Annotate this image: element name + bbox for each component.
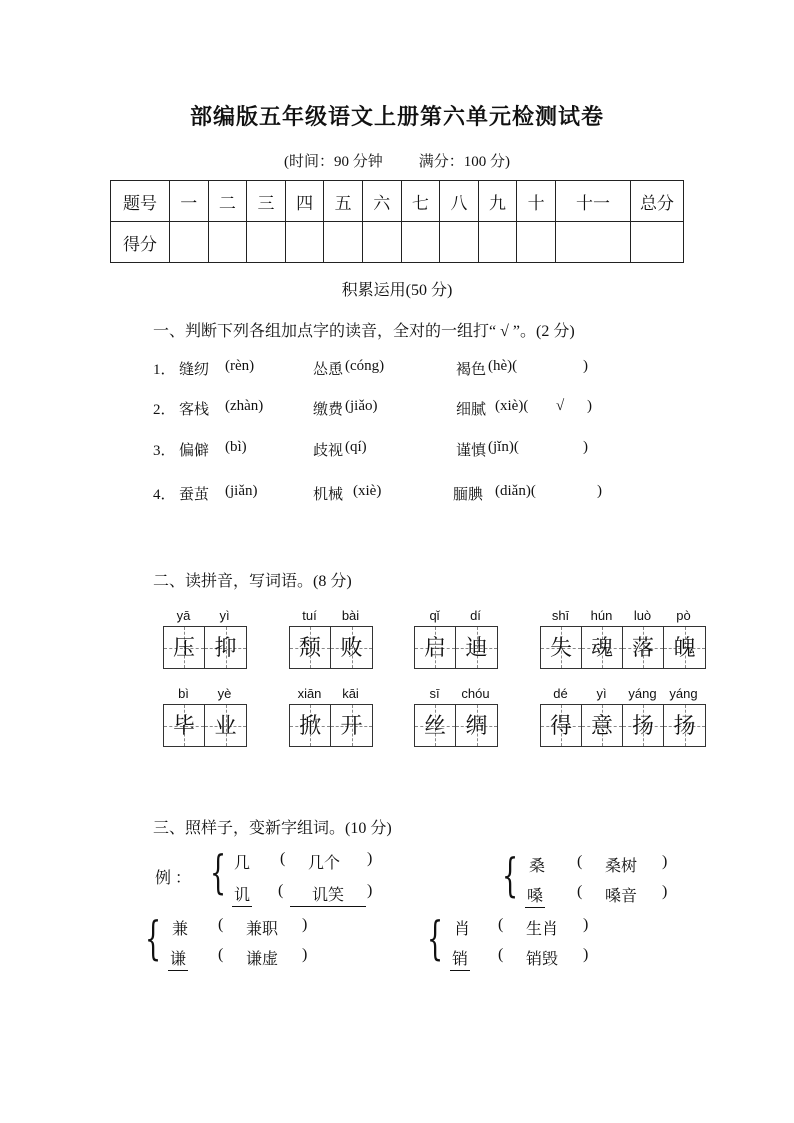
q1-pinyin-c: (jǐn)( bbox=[488, 439, 519, 455]
bottom-char: 嗓 bbox=[525, 883, 545, 908]
q1-pinyin-b: (xiè) bbox=[353, 483, 382, 499]
brace-icon: { bbox=[427, 911, 444, 965]
q1-row-num: 2． bbox=[153, 402, 176, 418]
score-cell[interactable] bbox=[247, 222, 286, 263]
full-score: 满分：100 分) bbox=[418, 154, 510, 170]
writing-grid bbox=[163, 704, 247, 747]
q1-answer-mark[interactable]: √ bbox=[556, 398, 565, 414]
q1-pinyin-c: (xiè)( bbox=[495, 398, 529, 414]
q1-word-c: 细腻 bbox=[456, 402, 487, 418]
header-cell: 二 bbox=[208, 181, 247, 222]
bottom-word: 讥笑 bbox=[290, 882, 366, 907]
written-character: 业 bbox=[214, 714, 237, 739]
close-paren: ) bbox=[302, 946, 308, 963]
open-paren: ( bbox=[498, 946, 504, 963]
brace-icon: { bbox=[210, 845, 227, 899]
pinyin-row bbox=[289, 686, 373, 704]
close-paren: ) bbox=[662, 883, 668, 900]
close-paren: ) bbox=[662, 853, 668, 870]
time-limit: (时间：90 分钟 bbox=[284, 154, 383, 170]
q1-word-b: 缴费 bbox=[313, 402, 344, 418]
top-word: 生肖 bbox=[526, 921, 559, 938]
header-cell: 九 bbox=[478, 181, 517, 222]
pinyin-syllable: hún bbox=[590, 608, 613, 623]
open-paren: ( bbox=[218, 916, 224, 933]
score-cell[interactable] bbox=[440, 222, 479, 263]
q1-close-paren: ) bbox=[587, 398, 592, 414]
header-cell: 三 bbox=[247, 181, 286, 222]
q1-row-4 bbox=[153, 483, 633, 505]
header-cell: 四 bbox=[285, 181, 324, 222]
brace-icon: { bbox=[145, 911, 162, 965]
writing-cell[interactable] bbox=[205, 705, 246, 746]
pinyin-syllable: yè bbox=[217, 686, 232, 701]
pinyin-word-group bbox=[289, 608, 373, 669]
header-cell: 一 bbox=[170, 181, 209, 222]
q1-word-c: 腼腆 bbox=[453, 487, 484, 503]
question-3-title: 三、照样子，变新字组词。(10 分) bbox=[153, 820, 392, 837]
close-paren: ) bbox=[367, 882, 373, 899]
open-paren: ( bbox=[577, 853, 583, 870]
score-cell[interactable] bbox=[401, 222, 440, 263]
writing-cell[interactable] bbox=[290, 705, 331, 746]
q1-pinyin-b: (qí) bbox=[345, 439, 367, 455]
q1-word-c: 褐色 bbox=[456, 362, 487, 378]
pinyin-syllable: yì bbox=[596, 686, 607, 701]
written-character: 扬 bbox=[673, 714, 696, 739]
written-character: 扬 bbox=[631, 714, 654, 739]
written-character: 魂 bbox=[590, 636, 613, 661]
written-character: 意 bbox=[590, 714, 613, 739]
top-word: 几个 bbox=[308, 855, 341, 872]
top-char: 桑 bbox=[529, 858, 546, 875]
bottom-word[interactable]: 谦虚 bbox=[246, 951, 279, 968]
score-cell[interactable] bbox=[631, 222, 684, 263]
written-character: 开 bbox=[340, 714, 363, 739]
header-cell: 六 bbox=[362, 181, 401, 222]
score-cell[interactable] bbox=[517, 222, 556, 263]
q1-pinyin-b: (cóng) bbox=[345, 358, 385, 374]
q1-row-3 bbox=[153, 439, 633, 461]
bottom-char: 销 bbox=[450, 946, 470, 971]
pinyin-syllable: yáng bbox=[669, 686, 698, 701]
pinyin-row bbox=[289, 608, 373, 626]
pinyin-row bbox=[540, 686, 706, 704]
open-paren: ( bbox=[218, 946, 224, 963]
pinyin-syllable: pò bbox=[676, 608, 691, 623]
pinyin-word-group bbox=[414, 686, 498, 747]
written-character: 得 bbox=[549, 714, 572, 739]
open-paren: ( bbox=[577, 883, 583, 900]
pinyin-syllable: dé bbox=[553, 686, 568, 701]
score-cell[interactable] bbox=[362, 222, 401, 263]
header-cell: 题号 bbox=[111, 181, 170, 222]
close-paren: ) bbox=[583, 916, 589, 933]
score-table-header-row bbox=[111, 181, 684, 222]
writing-grid bbox=[289, 626, 373, 669]
writing-cell[interactable] bbox=[331, 705, 372, 746]
q1-close-paren: ) bbox=[597, 483, 602, 499]
q1-word-a: 偏僻 bbox=[179, 443, 210, 459]
written-character: 掀 bbox=[298, 714, 321, 739]
bottom-char: 讥 bbox=[232, 882, 252, 907]
q1-close-paren: ) bbox=[583, 439, 588, 455]
header-cell: 八 bbox=[440, 181, 479, 222]
writing-cell[interactable] bbox=[456, 705, 497, 746]
q1-word-b: 机械 bbox=[313, 487, 344, 503]
writing-cell[interactable] bbox=[541, 705, 582, 746]
top-word: 桑树 bbox=[605, 858, 638, 875]
q1-word-a: 客栈 bbox=[179, 402, 210, 418]
close-paren: ) bbox=[367, 850, 373, 867]
written-character: 失 bbox=[549, 636, 572, 661]
writing-cell[interactable] bbox=[331, 627, 372, 668]
header-cell: 总分 bbox=[631, 181, 684, 222]
question-1-title: 一、判断下列各组加点字的读音，全对的一组打“ √ ”。(2 分) bbox=[153, 323, 575, 340]
bottom-word[interactable]: 销毁 bbox=[526, 951, 559, 968]
pinyin-syllable: yáng bbox=[628, 686, 657, 701]
written-character: 毕 bbox=[172, 714, 195, 739]
header-cell: 五 bbox=[324, 181, 363, 222]
top-char: 肖 bbox=[454, 921, 471, 938]
q1-close-paren: ) bbox=[583, 358, 588, 374]
score-cell[interactable] bbox=[478, 222, 517, 263]
open-paren: ( bbox=[280, 850, 286, 867]
q1-pinyin-a: (bì) bbox=[225, 439, 247, 455]
score-table-score-row bbox=[111, 222, 684, 263]
q1-pinyin-b: (jiǎo) bbox=[345, 398, 378, 414]
open-paren: ( bbox=[498, 916, 504, 933]
q1-word-b: 怂恿 bbox=[313, 362, 344, 378]
pinyin-syllable: sī bbox=[429, 686, 440, 701]
pinyin-syllable: qǐ bbox=[429, 608, 440, 623]
written-character: 魄 bbox=[673, 636, 696, 661]
writing-cell[interactable] bbox=[415, 627, 456, 668]
pinyin-syllable: tuí bbox=[302, 608, 317, 623]
writing-grid bbox=[540, 704, 706, 747]
writing-cell[interactable] bbox=[541, 627, 582, 668]
pinyin-row bbox=[414, 608, 498, 626]
open-paren: ( bbox=[278, 882, 284, 899]
score-cell[interactable] bbox=[208, 222, 247, 263]
writing-cell[interactable] bbox=[290, 627, 331, 668]
writing-cell[interactable] bbox=[456, 627, 497, 668]
header-cell: 十一 bbox=[555, 181, 630, 222]
written-character: 压 bbox=[172, 636, 195, 661]
pinyin-syllable: shī bbox=[551, 608, 570, 623]
q1-row-2 bbox=[153, 398, 633, 420]
pinyin-syllable: yì bbox=[219, 608, 230, 623]
q1-word-a: 蚕茧 bbox=[179, 487, 210, 503]
q1-word-a: 缝纫 bbox=[179, 362, 210, 378]
written-character: 迪 bbox=[465, 636, 488, 661]
written-character: 丝 bbox=[423, 714, 446, 739]
writing-cell[interactable] bbox=[205, 627, 246, 668]
bottom-word[interactable]: 嗓音 bbox=[605, 888, 638, 905]
writing-cell[interactable] bbox=[582, 705, 623, 746]
question-2-title: 二、读拼音，写词语。(8 分) bbox=[153, 573, 352, 590]
pinyin-row bbox=[163, 686, 247, 704]
writing-grid bbox=[414, 704, 498, 747]
score-row-label: 得分 bbox=[111, 222, 170, 263]
pinyin-word-group bbox=[289, 686, 373, 747]
score-cell[interactable] bbox=[170, 222, 209, 263]
writing-cell[interactable] bbox=[664, 705, 705, 746]
pinyin-syllable: yā bbox=[176, 608, 191, 623]
q1-word-c: 谨慎 bbox=[456, 443, 487, 459]
header-cell: 十 bbox=[517, 181, 556, 222]
q1-pinyin-a: (zhàn) bbox=[225, 398, 264, 414]
close-paren: ) bbox=[302, 916, 308, 933]
writing-grid bbox=[289, 704, 373, 747]
exam-info bbox=[0, 150, 794, 171]
q1-row-num: 4． bbox=[153, 487, 176, 503]
score-cell[interactable] bbox=[285, 222, 324, 263]
q1-word-b: 歧视 bbox=[313, 443, 344, 459]
top-word: 兼职 bbox=[246, 921, 279, 938]
pinyin-word-group bbox=[163, 686, 247, 747]
pinyin-row bbox=[163, 608, 247, 626]
written-character: 落 bbox=[631, 636, 654, 661]
writing-grid bbox=[414, 626, 498, 669]
page-title: 部编版五年级语文上册第六单元检测试卷 bbox=[189, 104, 604, 129]
writing-cell[interactable] bbox=[582, 627, 623, 668]
written-character: 启 bbox=[423, 636, 446, 661]
top-char: 几 bbox=[234, 855, 251, 872]
writing-grid bbox=[540, 626, 706, 669]
writing-cell[interactable] bbox=[164, 705, 205, 746]
q1-pinyin-c: (diǎn)( bbox=[495, 483, 536, 499]
pinyin-syllable: dí bbox=[470, 608, 481, 623]
close-paren: ) bbox=[583, 946, 589, 963]
example-label: 例 ： bbox=[155, 870, 192, 887]
score-cell[interactable] bbox=[324, 222, 363, 263]
score-table bbox=[110, 180, 684, 263]
written-character: 颓 bbox=[298, 636, 321, 661]
header-cell: 七 bbox=[401, 181, 440, 222]
writing-grid bbox=[163, 626, 247, 669]
pinyin-syllable: bì bbox=[178, 686, 189, 701]
q1-row-num: 3． bbox=[153, 443, 176, 459]
q1-pinyin-c: (hè)( bbox=[488, 358, 518, 374]
pinyin-word-group bbox=[540, 686, 706, 747]
writing-cell[interactable] bbox=[415, 705, 456, 746]
pinyin-syllable: xiān bbox=[297, 686, 322, 701]
pinyin-word-group bbox=[540, 608, 706, 669]
score-cell[interactable] bbox=[555, 222, 630, 263]
pinyin-syllable: luò bbox=[633, 608, 652, 623]
writing-cell[interactable] bbox=[623, 627, 664, 668]
pinyin-syllable: bài bbox=[341, 608, 360, 623]
written-character: 抑 bbox=[214, 636, 237, 661]
pinyin-syllable: chóu bbox=[461, 686, 490, 701]
writing-cell[interactable] bbox=[164, 627, 205, 668]
q1-pinyin-a: (rèn) bbox=[225, 358, 255, 374]
q1-row-num: 1． bbox=[153, 362, 176, 378]
q1-row-1 bbox=[153, 358, 633, 380]
pinyin-word-group bbox=[414, 608, 498, 669]
pinyin-row bbox=[414, 686, 498, 704]
q1-pinyin-a: (jiǎn) bbox=[225, 483, 258, 499]
written-character: 败 bbox=[340, 636, 363, 661]
brace-icon: { bbox=[502, 848, 519, 902]
bottom-char: 谦 bbox=[168, 946, 188, 971]
pinyin-word-group bbox=[163, 608, 247, 669]
writing-cell[interactable] bbox=[664, 627, 705, 668]
writing-cell[interactable] bbox=[623, 705, 664, 746]
part-heading: 积累运用(50 分) bbox=[341, 282, 453, 299]
pinyin-syllable: kāi bbox=[342, 686, 359, 701]
top-char: 兼 bbox=[172, 921, 189, 938]
pinyin-row bbox=[540, 608, 706, 626]
written-character: 绸 bbox=[465, 714, 488, 739]
